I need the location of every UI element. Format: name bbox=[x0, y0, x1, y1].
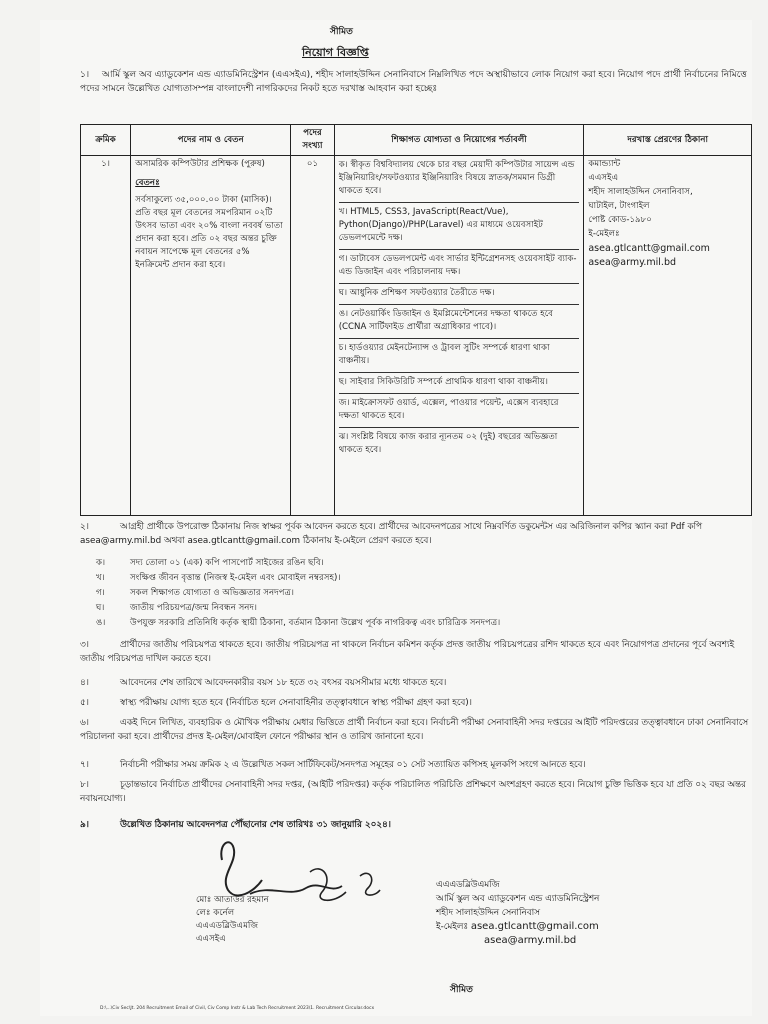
cell-address bbox=[584, 156, 752, 516]
qualification-item: গ। ডাটাবেস ডেভলপমেন্ট এবং সার্ভার ইন্টিগ্রেশনসহ ওয়েবসাইট ব্যাক-এন্ড ডিজাইন এবং পরিচালনায় দক্ষ। bbox=[339, 250, 580, 284]
qualification-item: ঙ। নেটওয়ার্কিং ডিজাইন ও ইমপ্লিমেন্টেশনের দক্ষতা থাকতে হবে (CCNA সার্টিফাইড প্রার্থীরা অগ্রাধিকার পাবে)। bbox=[339, 305, 580, 339]
section-2 bbox=[80, 520, 752, 548]
address-line: ই-মেইলঃ bbox=[588, 229, 620, 239]
section-5: ৫। স্বাস্থ্য পরীক্ষায় যোগ্য হতে হবে (নির্বাচিত হলে সেনাবাহিনীর তত্ত্বাবধানে স্বাস্থ্য পরীক্ষা গ্রহণ করা হবে)। bbox=[80, 698, 472, 708]
cell-post-salary bbox=[131, 156, 291, 516]
address-line: ঘাটাইল, টাংগাইল bbox=[588, 201, 650, 211]
header-qualifications: শিক্ষাগত যোগ্যতা ও নিয়োগের শর্তাবলী bbox=[334, 125, 584, 156]
signatory-name: মোঃ আতাউর রহমান bbox=[196, 895, 269, 905]
header-address: দরখাস্ত প্রেরণের ঠিকানা bbox=[584, 125, 752, 156]
cell-qualifications bbox=[334, 156, 584, 516]
qualification-item: চ। হার্ডওয়্যার মেইনটেন্যান্স ও ট্রাবল সুটিং সম্পর্কে ধারণা থাকা বাঞ্চনীয়। bbox=[339, 339, 580, 373]
cell-serial: ১। bbox=[81, 156, 131, 516]
section-3: ৩। প্রার্থীদের জাতীয় পরিচয়পত্র থাকতে হবে। জাতীয় পরিচয়পত্র না থাকলে নির্বাচন কমিশন কর্তৃক প্রদত্ত জাতীয় পরিচয়পত্রের রশিদ থাকতে হবে এবং নিয়োগপত্র প্রদানের পূর্বে অবশ্যই জাতীয় পরিচয়পত্র দাখিল করতে হবে। bbox=[80, 640, 735, 664]
address-line: শহীদ সালাহউদ্দিন সেনানিবাস, bbox=[588, 187, 693, 197]
section-7: ৭। নির্বাচনী পরীক্ষার সময় ক্রমিক ২ এ উল্লেখিত সকল সার্টিফিকেট/সনদপত্র সমূহের ০১ সেট সত্যায়িত কপিসহ মূলকপি সংগে আনতে হবে। bbox=[80, 760, 586, 770]
office-email: asea.gtlcantt@gmail.com bbox=[470, 921, 599, 932]
qualification-item: জ। মাইক্রোসফট ওয়ার্ড, এক্সেল, পাওয়ার পয়েন্ট, এক্সেস ব্যবহারে দক্ষতা থাকতে হবে। bbox=[339, 394, 580, 428]
section-number: ২। bbox=[80, 522, 89, 532]
footer-file-path: D:\...\Civ Sec\Jt. 204 Recruitment Email of Civil, Civ Comp Instr & Lab Tech Recruitment 2023\1. Recruitment Circular.docx bbox=[100, 1006, 375, 1011]
qualification-item: ক। স্বীকৃত বিশ্ববিদ্যালয় থেকে চার বছর মেয়াদী কম্পিউটার সায়েন্স এন্ড ইঞ্জিনিয়ারিং/সফটওয়্যার ইঞ্জিনিয়ারিং বিষয়ে স্নাতক/সমমান ডিগ্রী থাকতে হবে। bbox=[339, 156, 580, 203]
section-8: ৮। চূড়ান্তভাবে নির্বাচিত প্রার্থীদের সেনাবাহিনী সদর দপ্তর, (আইটি পরিদপ্তর) কর্তৃক পরিচালিত পরিচিতি প্রশিক্ষণে অংশগ্রহণ করতে হবে। নিয়োগ চুক্তি ভিত্তিক হবে যা প্রতি ০২ বছর অন্তর নবায়নযোগ্য। bbox=[80, 780, 746, 804]
issuing-office-block bbox=[436, 878, 599, 948]
signatory-rank: লেঃ কর্নেল bbox=[196, 908, 235, 918]
section-text: আগ্রহী প্রার্থীকে উপরোক্ত ঠিকানায় নিজ স্বাক্ষর পূর্বক আবেদন করতে হবে। প্রার্থীদের আবেদনপত্রের সাথে নিম্নবর্ণিত ডকুমেন্টস এর অরিজিনাল কপির স্ক্যান করা Pdf কপি asea@army.mil.bd অথবা asea.gtlcantt@gmail.com ঠিকানায় ই-মেইলে প্রেরণ করতে হবে। bbox=[80, 522, 702, 546]
qualification-item: ছ। সাইবার সিকিউরিটি সম্পর্কে প্রাথমিক ধারণা থাকা বাঞ্চনীয়। bbox=[339, 373, 580, 394]
document-list bbox=[96, 556, 500, 631]
cell-count: ০১ bbox=[291, 156, 334, 516]
office-email-row bbox=[436, 920, 599, 934]
notice-title: নিয়োগ বিজ্ঞপ্তি bbox=[302, 46, 369, 59]
recruitment-table bbox=[80, 124, 752, 516]
post-name: অসামরিক কম্পিউটার প্রশিক্ষক (পুরুষ) bbox=[135, 159, 265, 169]
salary-text: সর্বসাকুল্যে ৩৫,০০০.০০ টাকা (মাসিক)। প্রতি বছর মূল বেতনের সমপরিমান ০২টি উৎসব ভাতা এবং ২০% বাংলা নববর্ষ ভাতা প্রদান করা হবে। প্রতি ০২ বছর অন্তর চুক্তি নবায়ন সাপেক্ষে মূল বেতনের ৫% ইনক্রিমেন্ট প্রদান করা হবে। bbox=[135, 195, 283, 270]
list-item: ক। সদ্য তোলা ০১ (এক) কপি পাসপোর্ট সাইজের রঙিন ছবি। bbox=[96, 558, 324, 568]
list-item: খ। সংক্ষিপ্ত জীবন বৃত্তান্ত (নিজস্ব ই-মেইল এবং মোবাইল নম্বরসহ)। bbox=[96, 573, 341, 583]
intro-text: আর্মি স্কুল অব এ্যাডুকেশন এন্ড এ্যাডমিনিস্ট্রেশন (এএসইএ), শহীদ সালাহউদ্দিন সেনানিবাসে নিম্নলিখিত পদে অস্থায়ীভাবে লোক নিয়োগ করা হবে। নিয়োগ পদে প্রার্থী নির্বাচনের নিমিত্তে পদের সামনে উল্লেখিত যোগ্যতাসম্পন্ন বাংলাদেশী নাগরিকদের নিকট হতে দরখাস্ত আহবান করা হচ্ছেঃ bbox=[80, 70, 747, 94]
office-line: আর্মি স্কুল অব এ্যাডুকেশন এন্ড এ্যাডমিনিস্ট্রেশন bbox=[436, 894, 600, 904]
qualification-item: খ। HTML5, CSS3, JavaScript(React/Vue), Python(Django)/PHP(Laravel) এর মাধ্যমে ওয়েবসাইট ডেভলপমেন্টে দক্ষ। bbox=[339, 203, 580, 250]
table-row bbox=[81, 156, 752, 516]
header-post-salary: পদের নাম ও বেতন bbox=[131, 125, 291, 156]
list-item: ঘ। জাতীয় পরিচয়পত্র/জন্ম নিবন্ধন সনদ। bbox=[96, 603, 257, 613]
email-label: ই-মেইলঃ bbox=[436, 922, 469, 932]
classification-top: সীমিত bbox=[330, 27, 353, 37]
section-4: ৪। আবেদনের শেষ তারিখে আবেদনকারীর বয়স ১৮ হতে ৩২ বৎসর বয়সসীমার মধ্যে থাকতে হবে। bbox=[80, 678, 447, 688]
table-header-row bbox=[81, 125, 752, 156]
signatory-unit: এএসইএ bbox=[196, 934, 226, 944]
office-line: এএএডব্লিউএমজি bbox=[436, 880, 500, 890]
intro-number: ১। bbox=[80, 70, 90, 80]
list-item: ঙ। উপযুক্ত সরকারি প্রতিনিধি কর্তৃক স্থায়ী ঠিকানা, বর্তমান ঠিকানা উল্লেখ পূর্বক নাগরিকত্ব এবং চারিত্রিক সনদপত্র। bbox=[96, 618, 501, 628]
intro-paragraph bbox=[80, 68, 750, 96]
address-email: asea@army.mil.bd bbox=[588, 257, 677, 268]
signatory-block bbox=[196, 894, 269, 946]
header-count: পদের সংখ্যা bbox=[291, 125, 334, 156]
section-9-deadline: ৯। উল্লেখিত ঠিকানায় আবেদনপত্র পৌঁছানোর শেষ তারিখঃ ৩১ জানুয়ারি ২০২৪। bbox=[80, 820, 391, 830]
office-email: asea@army.mil.bd bbox=[484, 935, 577, 946]
address-line: এএসইএ bbox=[588, 173, 619, 183]
address-line: কমান্ড্যান্ট bbox=[588, 159, 621, 169]
section-6: ৬। একই দিনে লিখিত, ব্যবহারিক ও মৌখিক পরীক্ষায় মেধার ভিত্তিতে প্রার্থী নির্বাচন করা হবে। নির্বাচনী পরীক্ষা সেনাবাহিনী সদর দপ্তরের আইটি পরিদপ্তরের তত্ত্বাবধানে ঢাকা সেনানিবাসে পরিচালনা করা হবে। প্রার্থীদের প্রদত্ত ই-মেইল/মোবাইল ফোনে পরীক্ষার স্থান ও তারিখ জানানো হবে। bbox=[80, 718, 749, 742]
list-item: গ। সকল শিক্ষাগত যোগ্যতা ও অভিজ্ঞতার সনদপত্র। bbox=[96, 588, 294, 598]
signatory-appointment: এএএডব্লিউএমজি bbox=[196, 921, 259, 931]
qualification-item: ঝ। সংশ্লিষ্ট বিষয়ে কাজ করার ন্যূনতম ০২ (দুই) বছরের অভিজ্ঞতা থাকতে হবে। bbox=[338, 432, 558, 455]
address-email: asea.gtlcantt@gmail.com bbox=[588, 243, 710, 254]
qualification-item: ঘ। আধুনিক প্রশিক্ষণ সফটওয়্যার তৈরীতে দক্ষ। bbox=[339, 284, 580, 305]
salary-heading: বেতনঃ bbox=[135, 178, 160, 188]
header-serial: ক্রমিক bbox=[81, 125, 131, 156]
office-line: শহীদ সালাহউদ্দিন সেনানিবাস bbox=[436, 908, 540, 918]
address-line: পোষ্ট কোড-১৯৮০ bbox=[588, 215, 652, 225]
classification-bottom: সীমিত bbox=[450, 985, 473, 995]
